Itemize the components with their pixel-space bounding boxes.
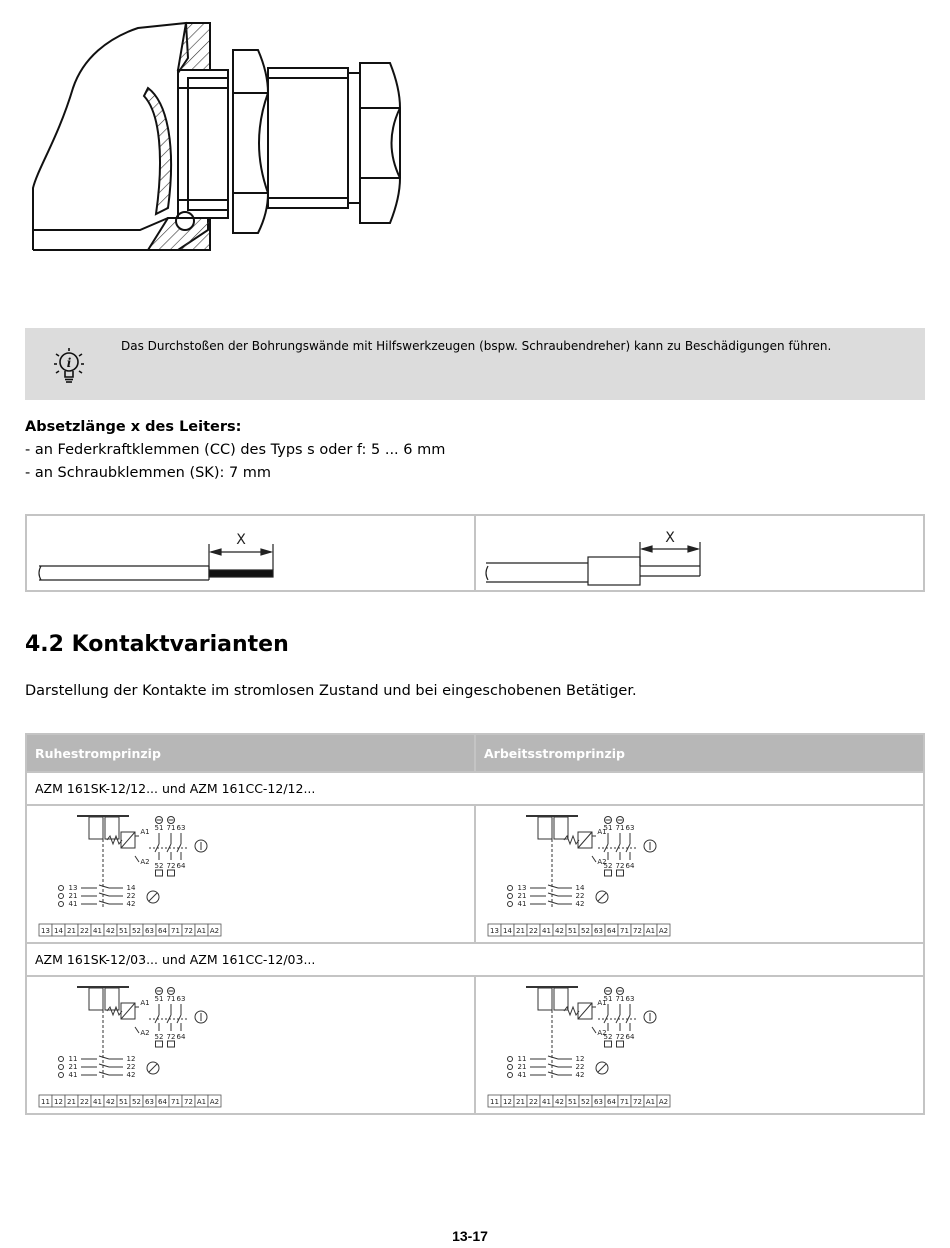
dimension-label: X	[236, 532, 246, 548]
terminal-label: A2	[658, 1098, 669, 1106]
aux-symbol-icon	[59, 1073, 64, 1078]
terminal-label: 22	[80, 927, 89, 935]
switch-body	[554, 817, 568, 839]
terminal-label: 42	[106, 1098, 115, 1106]
svg-text:i: i	[66, 356, 72, 370]
ferrule-conductor-drawing	[476, 516, 924, 590]
aux-blade	[99, 1056, 109, 1059]
aux-contact-label: 41	[68, 900, 78, 908]
cable-gland-drawing	[28, 18, 408, 258]
aux-blade	[548, 901, 558, 904]
contact-marker	[617, 870, 624, 876]
contact-label-top: 71	[615, 824, 625, 832]
page-number: 13-17	[452, 1228, 488, 1244]
terminal-label: 21	[67, 1098, 76, 1106]
terminal-label: 42	[106, 927, 115, 935]
solenoid-diagonal	[578, 1003, 592, 1019]
diagram-cell-ruhestrom	[26, 976, 475, 1114]
aux-blade	[548, 1056, 558, 1059]
switch-body	[105, 817, 119, 839]
aux-blade	[99, 1072, 109, 1075]
terminal-label: 52	[132, 1098, 141, 1106]
diagram-cell-arbeitsstrom	[475, 805, 924, 943]
terminal-label: 21	[516, 1098, 525, 1106]
aux-symbol-icon	[59, 886, 64, 891]
terminal-label: 13	[490, 927, 499, 935]
contact-label-bottom: 72	[166, 862, 176, 870]
diagram-cell-arbeitsstrom	[475, 976, 924, 1114]
aux-contact-label-right: 12	[575, 1055, 585, 1063]
aux-contact-label-right: 42	[126, 900, 136, 908]
contact-label-top: 51	[603, 995, 613, 1003]
strip-length-line: - an Schraubklemmen (SK): 7 mm	[25, 465, 272, 481]
contact-label-bottom: 72	[615, 862, 625, 870]
variant-label: AZM 161SK-12/12... und AZM 161CC-12/12...	[26, 772, 924, 805]
terminal-label: 51	[119, 927, 128, 935]
contact-label-bottom: 64	[176, 1033, 186, 1041]
terminal-label: A2	[209, 927, 220, 935]
coil-lead	[135, 856, 139, 862]
diagram-cell-ruhestrom	[26, 805, 475, 943]
note-box	[25, 328, 925, 400]
contact-diagram	[486, 979, 686, 1113]
contact-label-top: 63	[176, 995, 186, 1003]
spring	[107, 836, 122, 844]
contact-label-top: 51	[154, 824, 164, 832]
contact-label-bottom: 64	[625, 1033, 635, 1041]
contact-label-bottom: 52	[603, 1033, 613, 1041]
terminal-label: 13	[41, 927, 50, 935]
terminal-label: 22	[80, 1098, 89, 1106]
terminal-label: 63	[145, 1098, 154, 1106]
aux-contact-label: 41	[517, 900, 527, 908]
dimension-label: X	[665, 530, 675, 546]
aux-contact-label-right: 42	[575, 900, 585, 908]
terminal-label: 51	[568, 927, 577, 935]
aux-contact-label-right: 22	[575, 1063, 585, 1071]
contact-label-bottom: 64	[176, 862, 186, 870]
aux-symbol-icon	[59, 1065, 64, 1070]
coil-label-a2: A2	[597, 858, 607, 866]
aux-blade	[548, 893, 558, 896]
aux-symbol-icon	[59, 1057, 64, 1062]
aux-symbol-icon	[508, 1073, 513, 1078]
aux-symbol-icon	[508, 894, 513, 899]
spring	[107, 1007, 122, 1015]
terminal-label: A1	[196, 1098, 207, 1106]
section-description: Darstellung der Kontakte im stromlosen Zustand und bei eingeschobenen Betätiger.	[25, 683, 637, 699]
aux-contact-label-right: 14	[126, 884, 136, 892]
spring	[564, 836, 579, 844]
note-text: Das Durchstoßen der Bohrungswände mit Hilfswerkzeugen (bspw. Schraubendreher) kann zu Beschädigungen führen.	[121, 339, 832, 353]
aux-contact-label: 21	[68, 892, 78, 900]
coil-label-a1: A1	[140, 999, 150, 1007]
terminal-label: 12	[503, 1098, 512, 1106]
terminal-label: 52	[581, 1098, 590, 1106]
terminal-label: 71	[620, 1098, 629, 1106]
contact-diagram	[37, 808, 237, 942]
spring	[564, 1007, 579, 1015]
switch-body	[538, 988, 552, 1010]
aux-contact-label-right: 14	[575, 884, 585, 892]
aux-symbol-icon	[508, 1065, 513, 1070]
aux-contact-label: 21	[68, 1063, 78, 1071]
contact-label-top: 63	[176, 824, 186, 832]
switch-body	[554, 988, 568, 1010]
contact-label-bottom: 72	[615, 1033, 625, 1041]
strip-length-line: - an Federkraftklemmen (CC) des Typs s oder f: 5 ... 6 mm	[25, 442, 446, 458]
aux-contact-label-right: 42	[126, 1071, 136, 1079]
terminal-label: 71	[620, 927, 629, 935]
contact-marker	[605, 870, 612, 876]
column-header-arbeitsstrom: Arbeitsstromprinzip	[475, 734, 924, 772]
terminal-label: 52	[581, 927, 590, 935]
aux-contact-label: 21	[517, 892, 527, 900]
aux-blade	[99, 901, 109, 904]
contact-marker	[605, 1041, 612, 1047]
strip-length-title: Absetzlänge x des Leiters:	[25, 419, 242, 435]
terminal-label: 14	[503, 927, 512, 935]
contact-label-top: 63	[625, 995, 635, 1003]
terminal-label: 51	[119, 1098, 128, 1106]
terminal-label: 64	[607, 1098, 616, 1106]
contact-variants-table	[25, 733, 925, 1115]
aux-symbol-icon	[59, 894, 64, 899]
terminal-label: 21	[67, 927, 76, 935]
aux-symbol-icon	[508, 886, 513, 891]
terminal-label: 64	[158, 927, 167, 935]
contact-marker	[156, 870, 163, 876]
symbol-stroke	[149, 893, 157, 901]
coil-label-a2: A2	[597, 1029, 607, 1037]
terminal-label: 41	[542, 927, 551, 935]
aux-contact-label-right: 12	[126, 1055, 136, 1063]
column-header-ruhestrom: Ruhestromprinzip	[26, 734, 475, 772]
contact-label-top: 71	[615, 995, 625, 1003]
contact-label-top: 51	[154, 995, 164, 1003]
aux-blade	[548, 1064, 558, 1067]
terminal-label: 64	[158, 1098, 167, 1106]
terminal-label: 22	[529, 927, 538, 935]
solenoid-diagonal	[121, 1003, 135, 1019]
aux-contact-label: 41	[68, 1071, 78, 1079]
terminal-label: 72	[633, 927, 642, 935]
coil-lead	[135, 1027, 139, 1033]
contact-marker	[617, 1041, 624, 1047]
contact-label-top: 51	[603, 824, 613, 832]
aux-contact-label-right: 42	[575, 1071, 585, 1079]
contact-label-bottom: 72	[166, 1033, 176, 1041]
aux-blade	[99, 1064, 109, 1067]
aux-symbol-icon	[508, 1057, 513, 1062]
coil-label-a2: A2	[140, 1029, 150, 1037]
terminal-label: 63	[594, 927, 603, 935]
contact-label-bottom: 52	[154, 1033, 164, 1041]
contact-label-bottom: 52	[603, 862, 613, 870]
contact-label-top: 71	[166, 824, 176, 832]
aux-blade	[548, 1072, 558, 1075]
aux-contact-label-right: 22	[575, 892, 585, 900]
coil-label-a1: A1	[140, 828, 150, 836]
contact-diagram	[486, 808, 686, 942]
terminal-label: A2	[209, 1098, 220, 1106]
aux-blade	[99, 893, 109, 896]
coil-label-a1: A1	[597, 828, 607, 836]
solenoid-diagonal	[121, 832, 135, 848]
lightbulb-info-icon	[51, 346, 87, 386]
variant-label: AZM 161SK-12/03... und AZM 161CC-12/03...	[26, 943, 924, 976]
coil-lead	[592, 856, 596, 862]
symbol-stroke	[598, 893, 606, 901]
aux-contact-label: 13	[517, 884, 527, 892]
terminal-label: 51	[568, 1098, 577, 1106]
solenoid-diagonal	[578, 832, 592, 848]
terminal-label: 22	[529, 1098, 538, 1106]
switch-body	[538, 817, 552, 839]
symbol-stroke	[149, 1064, 157, 1072]
terminal-label: 71	[171, 1098, 180, 1106]
terminal-label: A2	[658, 927, 669, 935]
terminal-label: 63	[594, 1098, 603, 1106]
contact-label-bottom: 64	[625, 862, 635, 870]
aux-contact-label: 41	[517, 1071, 527, 1079]
terminal-label: 71	[171, 927, 180, 935]
aux-contact-label: 21	[517, 1063, 527, 1071]
contact-label-bottom: 52	[154, 862, 164, 870]
contact-marker	[156, 1041, 163, 1047]
aux-contact-label: 13	[68, 884, 78, 892]
aux-contact-label-right: 22	[126, 892, 136, 900]
strip-length-illustrations	[25, 514, 925, 592]
aux-blade	[99, 885, 109, 888]
terminal-label: 21	[516, 927, 525, 935]
coil-lead	[592, 1027, 596, 1033]
section-title: 4.2 Kontaktvarianten	[25, 632, 289, 657]
terminal-label: 12	[54, 1098, 63, 1106]
aux-symbol-icon	[59, 902, 64, 907]
terminal-label: 41	[93, 1098, 102, 1106]
contact-diagram	[37, 979, 237, 1113]
switch-body	[105, 988, 119, 1010]
terminal-label: 72	[633, 1098, 642, 1106]
terminal-label: 42	[555, 927, 564, 935]
strip-length-block	[25, 416, 445, 485]
aux-contact-label-right: 22	[126, 1063, 136, 1071]
aux-blade	[548, 885, 558, 888]
coil-label-a1: A1	[597, 999, 607, 1007]
symbol-stroke	[598, 1064, 606, 1072]
aux-contact-label: 11	[68, 1055, 78, 1063]
terminal-label: 14	[54, 927, 63, 935]
bare-conductor-drawing	[27, 516, 475, 590]
terminal-label: A1	[645, 1098, 656, 1106]
aux-symbol-icon	[508, 902, 513, 907]
contact-label-top: 63	[625, 824, 635, 832]
terminal-label: A1	[196, 927, 207, 935]
terminal-label: A1	[645, 927, 656, 935]
ferrule-conductor-cell	[474, 516, 923, 590]
coil-label-a2: A2	[140, 858, 150, 866]
contact-label-top: 71	[166, 995, 176, 1003]
switch-body	[89, 988, 103, 1010]
bare-conductor-cell	[27, 516, 474, 590]
aux-contact-label: 11	[517, 1055, 527, 1063]
contact-marker	[168, 870, 175, 876]
terminal-label: 72	[184, 1098, 193, 1106]
terminal-label: 11	[490, 1098, 499, 1106]
terminal-label: 42	[555, 1098, 564, 1106]
switch-body	[89, 817, 103, 839]
terminal-label: 41	[93, 927, 102, 935]
contact-marker	[168, 1041, 175, 1047]
terminal-label: 72	[184, 927, 193, 935]
terminal-label: 52	[132, 927, 141, 935]
terminal-label: 11	[41, 1098, 50, 1106]
terminal-label: 63	[145, 927, 154, 935]
terminal-label: 64	[607, 927, 616, 935]
terminal-label: 41	[542, 1098, 551, 1106]
